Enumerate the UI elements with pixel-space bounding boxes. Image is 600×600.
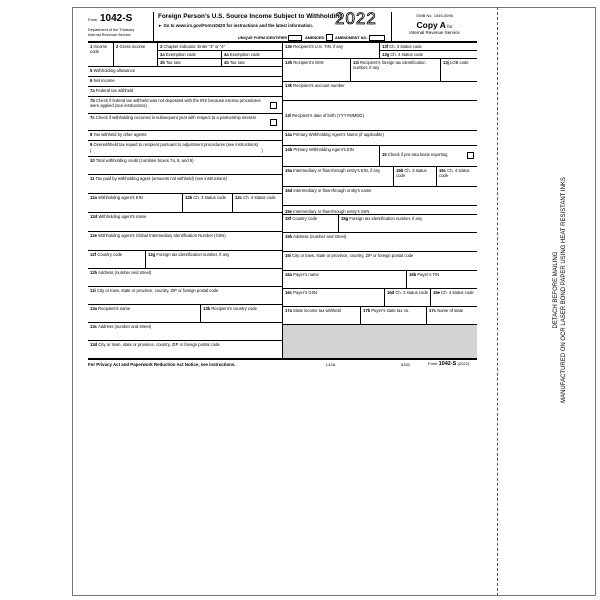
box-4b-tax-rate[interactable] — [222, 59, 283, 67]
box-16e-ch4-status[interactable] — [431, 289, 477, 307]
box-number: 12g — [148, 252, 156, 257]
box-1-income-code[interactable] — [88, 43, 114, 67]
box-15f-country-code[interactable] — [283, 215, 339, 233]
box-9-overwithheld-tax[interactable]: 9 Overwithheld tax repaid to recipient pursuant to adjustment procedures (see instructions) ( ) — [88, 141, 283, 157]
box-17b-payer-state-tax-no[interactable] — [361, 307, 427, 325]
box-12i-agent-city[interactable] — [88, 287, 283, 305]
box-number: 16d — [387, 290, 395, 295]
box-8-tax-withheld-other-agents[interactable] — [88, 131, 283, 141]
box-label: Overwithheld tax repaid to recipient pursuant to adjustment procedures (see instructions) — [93, 142, 259, 147]
box-number: 12c — [235, 195, 242, 200]
box-label: City or town, state or province, country, ZIP or foreign postal code — [292, 253, 414, 258]
box-number: 16c — [285, 290, 292, 295]
box-number: 1 — [90, 44, 93, 49]
box-label: LOB code — [450, 60, 469, 65]
box-number: 12h — [90, 270, 98, 275]
box-15e-intermediary-giin[interactable] — [283, 206, 477, 215]
box-number: 13k — [285, 83, 292, 88]
box-label: Exemption code — [165, 52, 196, 57]
box-label: City or town, state or province, country, ZIP or foreign postal code — [98, 342, 220, 347]
box-label: Intermediary or flow-through entity’s GIIN — [293, 209, 370, 214]
box-label: Federal tax withheld — [95, 88, 134, 93]
box-label: Ch. 4 status code — [390, 52, 423, 57]
box-12h-agent-address[interactable] — [88, 269, 283, 287]
footer-form-label: Form — [428, 361, 438, 366]
box-label: Check if federal tax withheld was not deposited with the IRS because escrow procedures were applied (see instructions) — [90, 98, 261, 108]
box-number: 3a — [160, 52, 165, 57]
box-13i-recipient-foreign-tin[interactable] — [351, 59, 441, 82]
catalog-code: L42A — [326, 362, 336, 367]
box-number: 15g — [341, 216, 349, 221]
footer-form-id — [428, 361, 469, 367]
form-header — [88, 9, 477, 43]
box-16a-payer-name[interactable] — [283, 271, 407, 289]
box-number: 12d — [90, 214, 98, 219]
instructions-line: ► Go to www.irs.gov/Form1042S for instructions and the latest information. — [158, 23, 313, 28]
box-number: 12e — [90, 233, 97, 238]
box-number: 17c — [429, 308, 436, 313]
box-14b-primary-agent-ein[interactable] — [283, 146, 380, 167]
dept-line-2: Internal Revenue Service — [88, 33, 131, 37]
box-label: Payer’s name — [293, 272, 319, 277]
box-number: 7b — [90, 98, 95, 103]
box-label: Withholding allowance — [93, 68, 136, 73]
omb-number: OMB No. 1545-0096 — [416, 13, 453, 18]
shaded-area — [283, 325, 477, 359]
box-number: 15a — [285, 168, 292, 173]
box-label: Ch. 3 status code — [396, 168, 427, 178]
box-label: Tax rate — [229, 60, 245, 65]
perforation-line — [497, 7, 498, 596]
copy-label: Copy A — [416, 20, 446, 30]
box-13h-recipient-giin[interactable] — [283, 59, 351, 82]
box-label: Intermediary or flow-through entity’s name — [293, 188, 372, 193]
box-15b-ch3-status[interactable] — [394, 167, 437, 187]
box-number: 13i — [353, 60, 359, 65]
box-13j-lob-code[interactable] — [441, 59, 477, 82]
box-number: 15h — [285, 234, 293, 239]
box-13g-ch4-status[interactable] — [380, 51, 477, 59]
box-label: City or town, state or province, country, ZIP or foreign postal code — [97, 288, 219, 293]
box-10-total-withholding-credit[interactable] — [88, 157, 283, 175]
box-number: 14a — [285, 132, 292, 137]
box-number: 11 — [90, 176, 95, 181]
amendment-number-field[interactable] — [369, 35, 385, 41]
box-7b-checkbox[interactable] — [270, 102, 277, 109]
copy-for: for — [447, 24, 453, 29]
box-label: Intermediary or flow-through entity’s EIN, if any — [293, 168, 381, 173]
box-label: Ch. 3 status code — [395, 290, 428, 295]
box-13e-recipient-tin[interactable] — [283, 43, 380, 59]
box-label: Tax paid by withholding agent (amounts not withheld) (see instructions) — [95, 176, 228, 181]
box-label: Recipient’s account number — [293, 83, 345, 88]
form-label: Form — [88, 17, 98, 22]
box-label: Net income — [93, 78, 115, 83]
box-label: Address (number and street) — [293, 234, 347, 239]
box-13d-recipient-city[interactable] — [88, 341, 283, 359]
amended-checkbox[interactable] — [326, 34, 333, 41]
box-number: 9 — [90, 142, 93, 147]
box-label: Ch. 4 status code — [441, 290, 474, 295]
box-number: 15b — [396, 168, 404, 173]
box-17c-state-name[interactable] — [427, 307, 477, 325]
left-column — [88, 43, 283, 347]
box-number: 15c — [439, 168, 446, 173]
box-12c-ch4-status[interactable] — [233, 194, 283, 213]
form-title: Foreign Person’s U.S. Source Income Subject to Withholding — [158, 13, 344, 20]
box-label: Recipient’s date of birth (YYYYMMDD) — [292, 113, 364, 118]
box-12d-agent-name[interactable] — [88, 213, 283, 232]
box-7c-checkbox[interactable] — [270, 119, 277, 126]
box-label: Tax withheld by other agents — [93, 132, 147, 137]
box-label: Ch. 4 status code — [243, 195, 276, 200]
box-number: 17a — [285, 308, 292, 313]
dept-line-1: Department of the Treasury — [88, 28, 135, 32]
copy-block — [391, 12, 477, 43]
box-number: 16a — [285, 272, 292, 277]
box-label: Recipient’s country code — [211, 306, 257, 311]
box-number: 7c — [90, 115, 95, 120]
form-id-block — [88, 12, 154, 43]
box-label: Total withholding credit (combine boxes 7a, 8, and 9) — [95, 158, 194, 163]
box-15-checkbox[interactable] — [467, 152, 474, 159]
box-label: Recipient’s foreign tax identification number, if any — [353, 60, 426, 70]
box-number: 6 — [90, 78, 93, 83]
box-number: 15e — [285, 209, 292, 214]
box-15d-intermediary-name[interactable] — [283, 187, 477, 206]
box-number: 3b — [160, 60, 165, 65]
box-label: Withholding agent’s name — [98, 214, 147, 219]
box-number: 15d — [285, 188, 293, 193]
box-11-tax-paid-by-agent[interactable] — [88, 175, 283, 194]
box-13a-recipient-name[interactable] — [88, 305, 201, 323]
box-16d-ch3-status[interactable] — [385, 289, 431, 307]
box-label: Foreign tax identification number, if any — [349, 216, 423, 221]
box-13f-ch3-status[interactable] — [380, 43, 477, 51]
footer-form-number: 1042-S — [438, 361, 457, 367]
form-number: 1042-S — [100, 13, 133, 24]
box-label: State income tax withheld — [293, 308, 341, 313]
box-number: 16b — [409, 272, 417, 277]
box-number: 13h — [285, 60, 293, 65]
box-label: Ch. 4 status code — [439, 168, 470, 178]
box-number: 15f — [285, 216, 292, 221]
box-7c-subsequent-year — [88, 114, 283, 131]
box-14a-primary-agent-name[interactable] — [283, 131, 477, 146]
box-label: Check if pro-rata basis reporting — [387, 152, 448, 157]
box-2-gross-income[interactable] — [114, 43, 158, 67]
privacy-notice: For Privacy Act and Paperwork Reduction Act Notice, see instructions. — [88, 362, 236, 367]
box-number: 13f — [382, 44, 389, 49]
box-label: Foreign tax identification number, if any — [156, 252, 230, 257]
box-7a-federal-tax-withheld[interactable] — [88, 87, 283, 97]
box-label: Payer’s GIIN — [293, 290, 317, 295]
box-label: Recipient’s U.S. TIN, if any — [293, 44, 344, 49]
unique-form-identifier-field[interactable] — [288, 35, 302, 41]
box-label: Income code — [90, 44, 108, 54]
box-label: Payer’s state tax no. — [371, 308, 410, 313]
box-7b-escrow — [88, 97, 283, 114]
side-margin-text — [552, 177, 568, 403]
box-label: Recipient’s GIIN — [293, 60, 324, 65]
box-5-withholding-allowance[interactable] — [88, 67, 283, 77]
box-number: 13a — [90, 306, 97, 311]
box-13b-recipient-country[interactable] — [201, 305, 283, 323]
box-label: Tax rate — [165, 60, 181, 65]
box-number: 13j — [443, 60, 449, 65]
box-number: 12b — [185, 195, 193, 200]
box-12f-country-code[interactable] — [88, 251, 146, 269]
box-16b-payer-tin[interactable] — [407, 271, 477, 289]
box-label: Check if withholding occurred in subsequent year with respect to a partnership interest — [95, 115, 256, 120]
box-12a-agent-ein[interactable] — [88, 194, 183, 213]
box-number: 17b — [363, 308, 371, 313]
box-3a-exemption-code[interactable] — [158, 51, 222, 59]
box-number: 5 — [90, 68, 93, 73]
box-label: Name of state — [437, 308, 464, 313]
box-17a-state-tax-withheld[interactable] — [283, 307, 361, 325]
box-label: Exemption code — [229, 52, 260, 57]
box-13k-account-number[interactable] — [283, 82, 477, 101]
form-year: 2022 — [335, 9, 377, 28]
box-15c-ch4-status[interactable] — [437, 167, 477, 187]
box-number: 4a — [224, 52, 229, 57]
box-12e-agent-giin[interactable] — [88, 232, 283, 251]
copy-recipient: Internal Revenue Service — [409, 30, 460, 35]
box-number: 13d — [90, 342, 98, 347]
box-number: 13c — [90, 324, 97, 329]
box-label: Chapter indicator. Enter “3” or “4” — [163, 44, 225, 49]
box-13c-recipient-address[interactable] — [88, 323, 283, 341]
box-number: 3 — [160, 44, 163, 49]
box-number: 10 — [90, 158, 95, 163]
box-label: Primary Withholding Agent’s Name (if applicable) — [293, 132, 384, 137]
box-3-chapter-indicator[interactable] — [158, 43, 283, 51]
box-label: Recipient’s name — [98, 306, 131, 311]
box-label: Withholding agent’s Global Intermediary Identification Number (GIIN) — [98, 233, 226, 238]
amendment-number-label: AMENDMENT NO. — [335, 36, 368, 40]
box-number: 8 — [90, 132, 93, 137]
amended-label: AMENDED — [305, 36, 325, 40]
box-number: 13l — [285, 113, 291, 118]
box-15a-intermediary-ein[interactable] — [283, 167, 394, 187]
right-column — [283, 43, 477, 359]
box-3b-tax-rate[interactable] — [158, 59, 222, 67]
box-number: 4b — [224, 60, 229, 65]
footer-form-year: (2022) — [457, 361, 470, 366]
box-13l-date-of-birth[interactable] — [283, 101, 477, 131]
box-number: 15i — [285, 253, 291, 258]
box-number: 12i — [90, 288, 96, 293]
box-15h-intermediary-address[interactable] — [283, 233, 477, 252]
box-number: 12a — [90, 195, 97, 200]
box-15-pro-rata — [380, 146, 477, 167]
box-label: Country code — [292, 216, 318, 221]
box-label: Withholding agent’s EIN — [98, 195, 143, 200]
cat-number: 5320 — [401, 362, 410, 367]
box-number: 14b — [285, 147, 293, 152]
detach-text: DETACH BEFORE MAILING — [553, 251, 559, 329]
box-4a-exemption-code[interactable] — [222, 51, 283, 59]
box-label: Ch. 3 status code — [389, 44, 422, 49]
box-label: Country code — [97, 252, 123, 257]
box-16c-payer-giin[interactable] — [283, 289, 385, 307]
box-number: 13g — [382, 52, 390, 57]
box-number: 2 — [116, 44, 119, 49]
box-number: 7a — [90, 88, 95, 93]
manufactured-text: MANUFACTURED ON OCR LASER BOND PAPER USING HEAT RESISTANT INKS — [561, 177, 567, 403]
box-12g-foreign-tin[interactable] — [146, 251, 283, 269]
box-label: Primary Withholding Agent’s EIN — [293, 147, 354, 152]
box-label: Gross income — [119, 44, 146, 49]
form-footer — [88, 359, 477, 369]
box-number: 13b — [203, 306, 211, 311]
box-12b-ch3-status[interactable] — [183, 194, 233, 213]
box-label: Address (number and street) — [97, 324, 152, 329]
box-number: 12f — [90, 252, 97, 257]
box-6-net-income[interactable] — [88, 77, 283, 87]
box-label: Ch. 3 status code — [193, 195, 226, 200]
box-label: Payer’s TIN — [417, 272, 440, 277]
box-number: 15 — [382, 152, 387, 157]
box-15g-foreign-tin[interactable] — [339, 215, 477, 233]
box-label: Address (number and street) — [98, 270, 152, 275]
box-15i-intermediary-city[interactable] — [283, 252, 477, 271]
box-number: 16e — [433, 290, 440, 295]
unique-form-identifier-label: UNIQUE FORM IDENTIFIER — [238, 36, 288, 40]
box-number: 13e — [285, 44, 292, 49]
